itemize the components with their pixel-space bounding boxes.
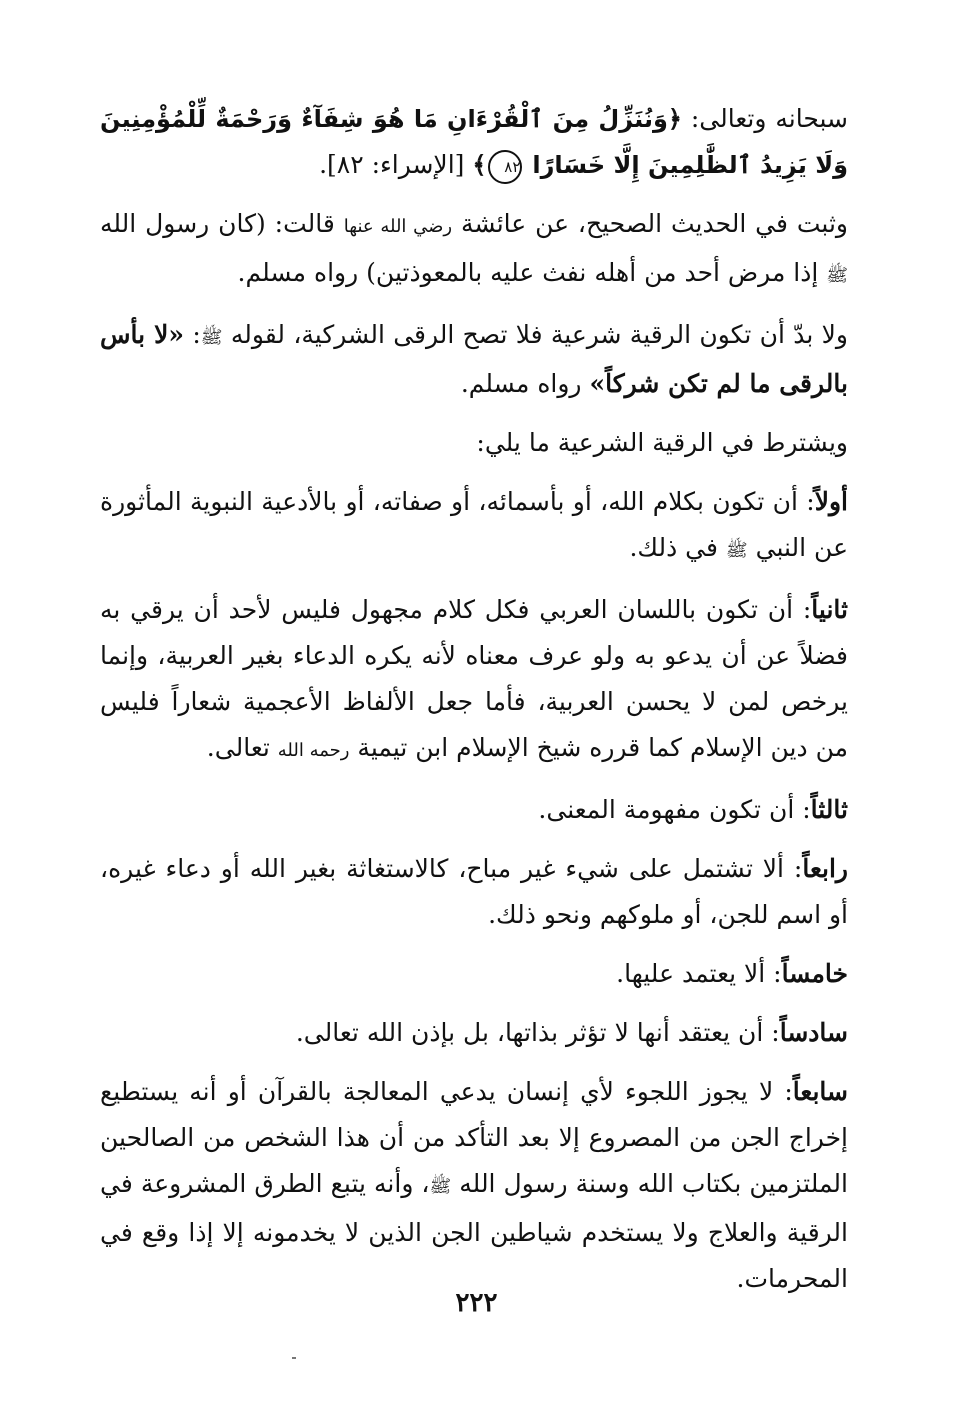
condition-5 [100,951,848,997]
condition-label: ثانياً [811,595,848,624]
honorific-glyph: رحمه الله [277,740,350,761]
condition-2 [100,587,848,774]
condition-3 [100,787,848,833]
salawat-glyph: ﷺ [826,265,848,286]
condition-label: ثالثاً [810,795,848,824]
scan-speck [292,1357,296,1359]
condition-text: : ألا يعتمد عليها. [616,959,782,988]
salawat-glyph: ﷺ [200,327,223,348]
salawat-glyph: ﷺ [429,1176,452,1197]
ruqyah-condition-paragraph [100,312,848,407]
condition-text: : أن تكون مفهومة المعنى. [538,795,811,824]
condition-label: سادساً [779,1018,848,1047]
salawat-glyph: ﷺ [725,540,748,561]
condition-label: أولاً [814,487,848,516]
verse-open-bracket: ﴿ [667,105,682,133]
honorific-glyph: رضي الله عنها [343,216,453,237]
condition-label: خامساً [781,959,848,988]
ayah-number-marker: ٨٢ [488,150,522,184]
verse-citation: [الإسراء: ٨٢]. [319,150,473,179]
hadith-aisha-paragraph [100,201,848,299]
condition-label: سابعاً [792,1077,848,1106]
hadith-quote: «لا بأس بالرقى ما لم تكن شركاً» [100,320,848,398]
conditions-intro [100,420,848,466]
condition-text: : لا يجوز اللجوء لأي إنسان يدعي المعالجة بالقرآن أو أنه يستطيع إخراج الجن من المصروع إلا بعد التأكد من أن هذا الشخص من الصالحين الملتزمين بكتاب الله وسنة رسول الله [100,1077,848,1198]
paragraph-text: ولا بدّ أن تكون الرقية شرعية فلا تصح الرقى الشركية، لقوله [222,320,848,349]
quran-verse-paragraph [100,96,848,188]
paragraph-text: وثبت في الحديث الصحيح، عن عائشة [452,209,848,238]
condition-7 [100,1069,848,1302]
intro-text: سبحانه وتعالى: [681,104,848,133]
condition-label: رابعاً [802,854,848,883]
condition-4 [100,846,848,938]
condition-text: : ألا تشتمل على شيء غير مباح، كالاستغاثة بغير الله أو دعاء غيره، أو اسم للجن، أو ملوكهم ونحو ذلك. [100,854,848,929]
page-number: ٢٢٢ [455,1288,498,1318]
paragraph-text: رواه مسلم. [460,369,590,398]
condition-text: تعالى. [206,733,278,762]
paragraph-text: قالت: (كان رسول الله [100,209,344,238]
condition-text: : أن يعتقد أنها لا تؤثر بذاتها، بل بإذن الله تعالى. [295,1018,780,1047]
condition-6 [100,1010,848,1056]
quran-verse: وَنُنَزِّلُ مِنَ ٱلْقُرْءَانِ مَا هُوَ شِفَآءٌ وَرَحْمَةٌ لِّلْمُؤْمِنِينَ وَلَا يَزِيدُ ٱلظَّٰلِمِينَ إِلَّا خَسَارًا [100,105,848,179]
paragraph-text: إذا مرض أحد من أهله نفث عليه بالمعوذتين) رواه مسلم. [237,258,827,287]
paragraph-text: ويشترط في الرقية الشرعية ما يلي: [476,428,848,457]
condition-1 [100,479,848,574]
condition-text: ، وأنه يتبع الطرق المشروعة في الرقية والعلاج ولا يستخدم شياطين الجن الذين لا يخدمونه إلا إذا وقع في المحرمات. [100,1169,848,1293]
condition-text: : أن تكون باللسان العربي فكل كلام مجهول فليس لأحد أن يرقي به فضلاً عن أن يدعو به ولو عرف معناه لأنه يكره الدعاء بغير العربية، وإنما يرخص لمن لا يحسن العربية، فأما جعل الألفاظ الأعجمية شعاراً فليس من دين الإسلام كما قرره شيخ الإسلام ابن تيمية [100,595,848,762]
condition-text: في ذلك. [629,533,726,562]
verse-close-bracket: ﴾ [472,151,487,179]
paragraph-text: : [184,320,201,349]
condition-text: : أن تكون بكلام الله، أو بأسمائه، أو صفاته، أو بالأدعية النبوية المأثورة عن النبي [100,487,848,562]
